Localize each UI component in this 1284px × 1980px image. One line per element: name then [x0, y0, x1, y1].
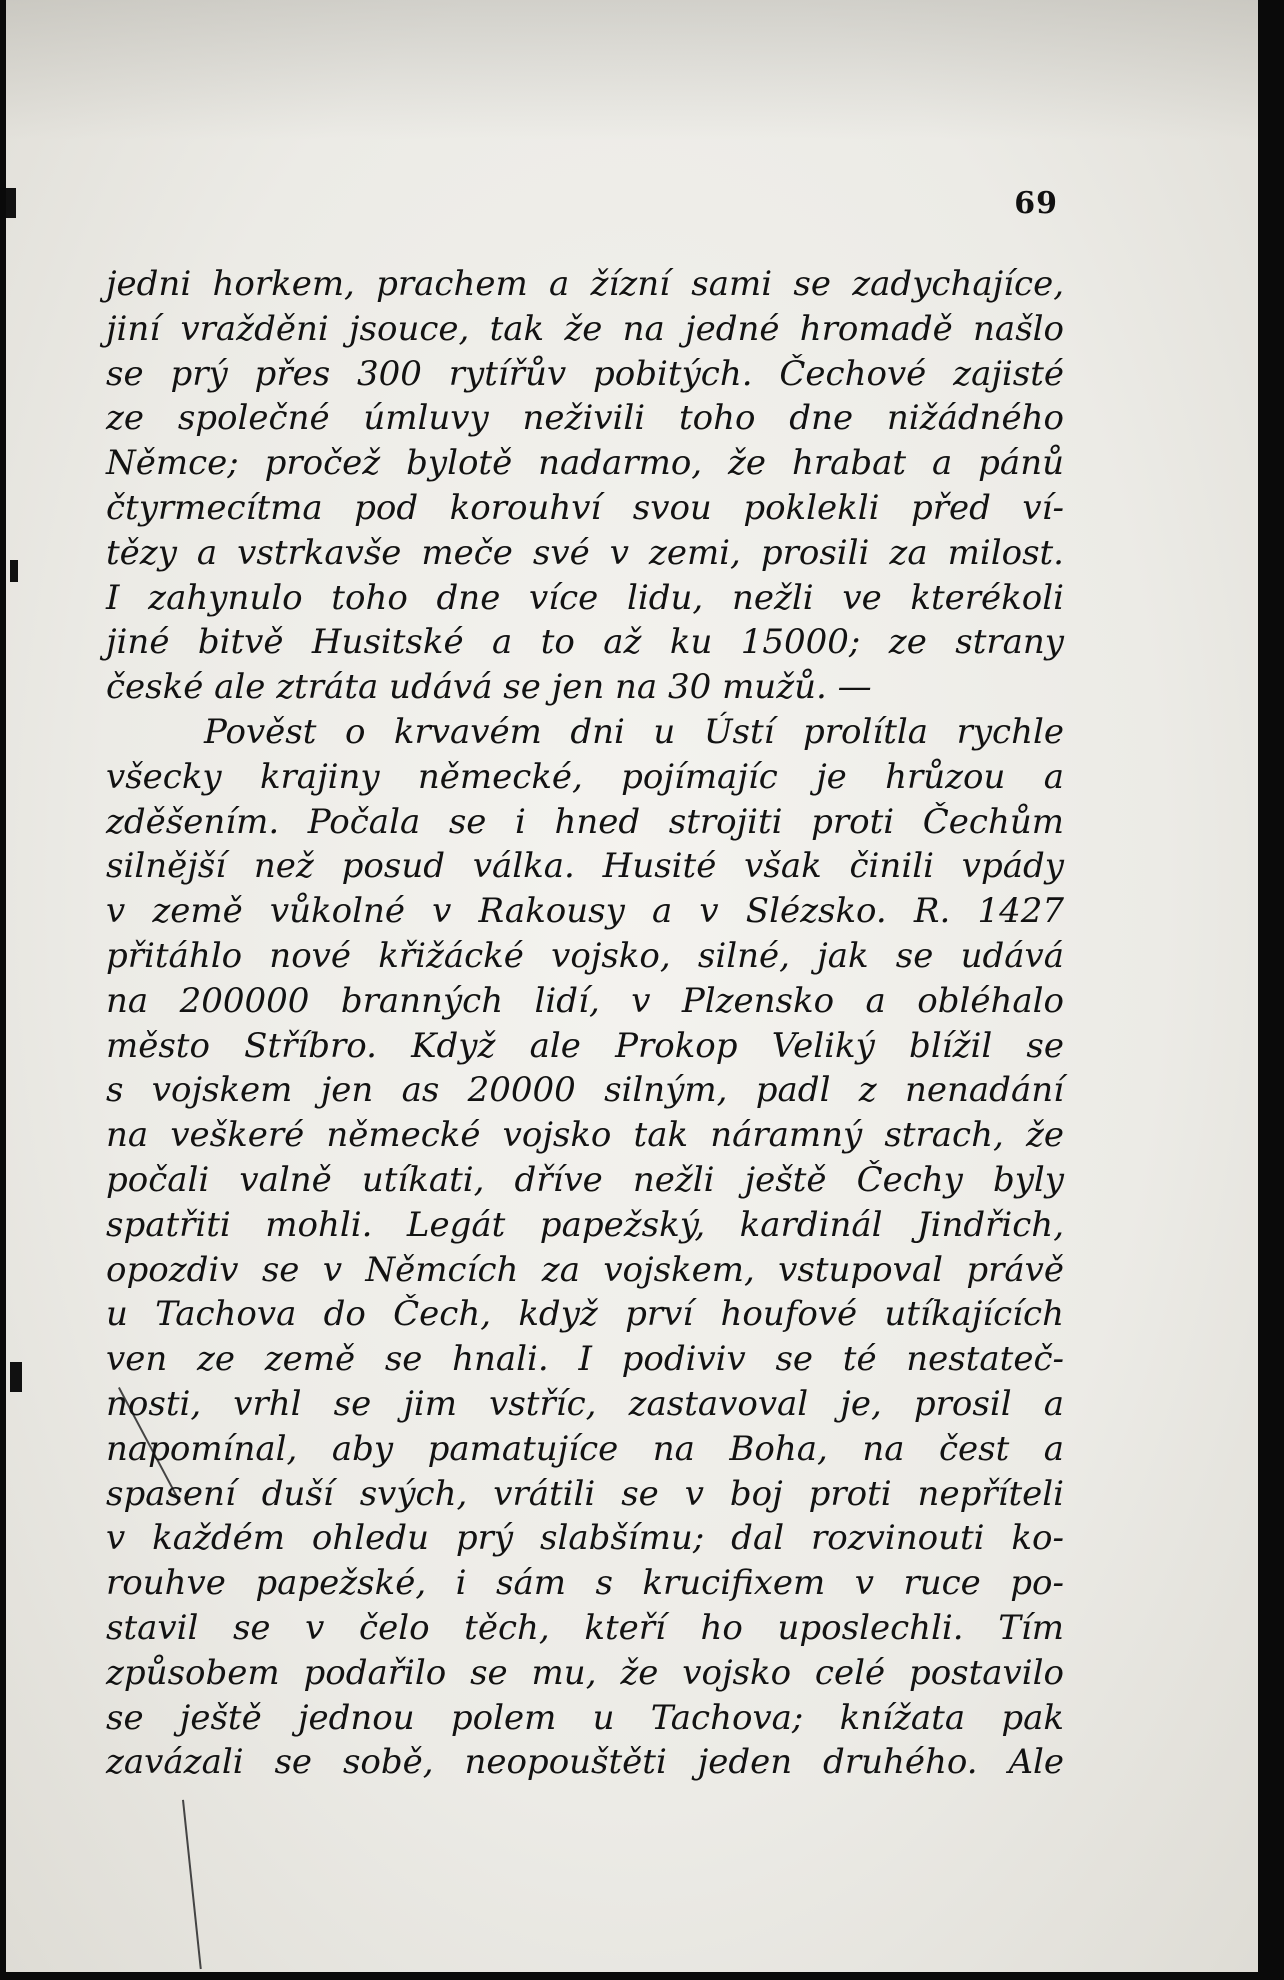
text-line: napomínal, aby pamatujíce na Boha, na čest a	[106, 1428, 1064, 1469]
text-line: čtyrmecítma pod korouhví svou poklekli před ví-	[106, 487, 1064, 528]
text-line: se ještě jednou polem u Tachova; knížata pak	[106, 1697, 1064, 1738]
text-line: stavil se v čelo těch, kteří ho uposlechli. Tím	[106, 1607, 1064, 1648]
edge-mark	[6, 188, 16, 218]
text-line: české ale ztráta udává se jen na 30 mužů. —	[106, 667, 872, 708]
text-line: v každém ohledu prý slabšímu; dal rozvinouti ko-	[106, 1518, 1064, 1559]
book-page	[6, 0, 1258, 1972]
text-line: nosti, vrhl se jim vstříc, zastavoval je, prosil a	[106, 1383, 1064, 1424]
text-line: spatřiti mohli. Legát papežský, kardinál Jindřich,	[106, 1204, 1064, 1245]
text-line: přitáhlo nové křižácké vojsko, silné, jak se udává	[106, 935, 1064, 976]
text-line: Němce; pročež bylotě nadarmo, že hrabat a pánů	[106, 443, 1064, 484]
text-line: Pověst o krvavém dni u Ústí prolítla rychle	[204, 711, 1064, 752]
text-line: se prý přes 300 rytířův pobitých. Čechové zajisté	[106, 353, 1064, 394]
text-line: na 200000 branných lidí, v Plzensko a obléhalo	[106, 980, 1064, 1021]
page-number: 69	[1014, 186, 1058, 221]
text-line: rouhve papežské, i sám s krucifixem v ruce po-	[106, 1563, 1064, 1604]
text-line: počali valně utíkati, dříve nežli ještě Čechy byly	[106, 1159, 1064, 1200]
text-line: s vojskem jen as 20000 silným, padl z nenadání	[106, 1070, 1064, 1111]
text-line: na veškeré německé vojsko tak náramný strach, že	[106, 1115, 1064, 1156]
text-line: způsobem podařilo se mu, že vojsko celé postavilo	[106, 1652, 1064, 1693]
text-line: ze společné úmluvy neživili toho dne nižádného	[106, 398, 1064, 439]
text-line: u Tachova do Čech, když prví houfové utíkajících	[106, 1294, 1064, 1335]
text-line: zavázali se sobě, neopouštěti jeden druhého. Ale	[106, 1742, 1064, 1783]
text-line: jiné bitvě Husitské a to až ku 15000; ze strany	[106, 622, 1064, 663]
text-line: jedni horkem, prachem a žízní sami se zadychajíce,	[106, 264, 1064, 304]
body-text	[106, 262, 1064, 1785]
text-line: spasení duší svých, vrátili se v boj proti nepříteli	[106, 1473, 1064, 1514]
text-line: I zahynulo toho dne více lidu, nežli ve kterékoli	[106, 577, 1064, 618]
text-line: ven ze země se hnali. I podiviv se té nestateč-	[106, 1339, 1064, 1380]
text-line: jiní vražděni jsouce, tak že na jedné hromadě našlo	[106, 308, 1064, 349]
edge-mark	[10, 1362, 22, 1392]
text-line: zděšením. Počala se i hned strojiti proti Čechům	[106, 801, 1064, 842]
text-line: silnější než posud válka. Husité však činili vpády	[106, 846, 1064, 887]
text-line: tězy a vstrkavše meče své v zemi, prosili za milost.	[106, 532, 1064, 573]
text-line: všecky krajiny německé, pojímajíc je hrůzou a	[106, 756, 1064, 797]
edge-mark	[10, 560, 18, 582]
text-line: opozdiv se v Němcích za vojskem, vstupoval právě	[106, 1249, 1064, 1290]
text-line: v země vůkolné v Rakousy a v Slézsko. R. 1427	[106, 891, 1064, 932]
text-line: město Stříbro. Když ale Prokop Veliký blížil se	[106, 1025, 1064, 1066]
paper-scratch	[182, 1800, 202, 1969]
